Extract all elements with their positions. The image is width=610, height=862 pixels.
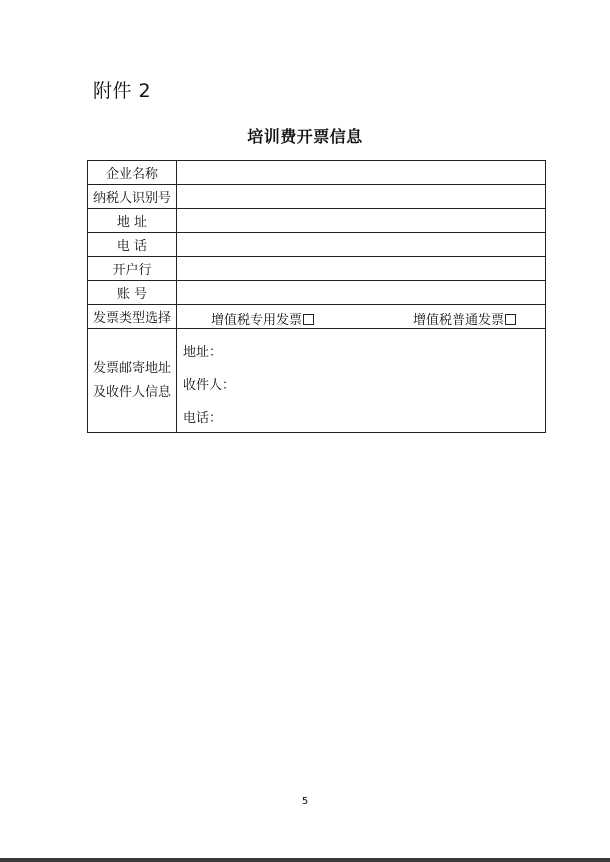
bank-field[interactable] bbox=[177, 257, 546, 281]
mailing-info-field[interactable] bbox=[177, 329, 546, 433]
normal-invoice-label: 增值税普通发票 bbox=[413, 313, 505, 328]
invoice-info-form bbox=[87, 160, 546, 433]
company-name-label: 企业名称 bbox=[88, 161, 177, 185]
taxpayer-id-label: 纳税人识别号 bbox=[88, 185, 177, 209]
mailing-phone-label: 电话： bbox=[183, 411, 223, 426]
form-row-taxpayer-id bbox=[88, 185, 546, 209]
form-row-address bbox=[88, 209, 546, 233]
form-row-bank bbox=[88, 257, 546, 281]
form-row-invoice-type bbox=[88, 305, 546, 329]
form-row-account bbox=[88, 281, 546, 305]
normal-invoice-checkbox[interactable] bbox=[505, 314, 516, 325]
phone-field[interactable] bbox=[177, 233, 546, 257]
address-label: 地 址 bbox=[88, 209, 177, 233]
mailing-recipient-label: 收件人： bbox=[183, 378, 236, 393]
mailing-address-label: 地址： bbox=[183, 345, 223, 360]
mailing-label-line1: 发票邮寄地址 bbox=[92, 360, 171, 376]
phone-label: 电 话 bbox=[88, 233, 177, 257]
invoice-type-label: 发票类型选择 bbox=[88, 305, 177, 329]
invoice-type-options bbox=[177, 305, 546, 329]
account-label: 账 号 bbox=[88, 281, 177, 305]
form-row-phone bbox=[88, 233, 546, 257]
special-invoice-label: 增值税专用发票 bbox=[211, 313, 303, 328]
special-invoice-option[interactable] bbox=[211, 309, 314, 328]
address-field[interactable] bbox=[177, 209, 546, 233]
mailing-info-label bbox=[88, 329, 177, 433]
page-number: 5 bbox=[301, 796, 309, 807]
company-name-field[interactable] bbox=[177, 161, 546, 185]
document-title: 培训费开票信息 bbox=[247, 127, 363, 146]
form-row-company-name bbox=[88, 161, 546, 185]
normal-invoice-option[interactable] bbox=[413, 309, 516, 328]
bank-label: 开户行 bbox=[88, 257, 177, 281]
form-row-mailing bbox=[88, 329, 546, 433]
attachment-label: 附件 2 bbox=[93, 80, 152, 102]
taxpayer-id-field[interactable] bbox=[177, 185, 546, 209]
scan-edge bbox=[0, 858, 610, 862]
mailing-label-line2: 及收件人信息 bbox=[92, 384, 171, 400]
account-field[interactable] bbox=[177, 281, 546, 305]
special-invoice-checkbox[interactable] bbox=[303, 314, 314, 325]
